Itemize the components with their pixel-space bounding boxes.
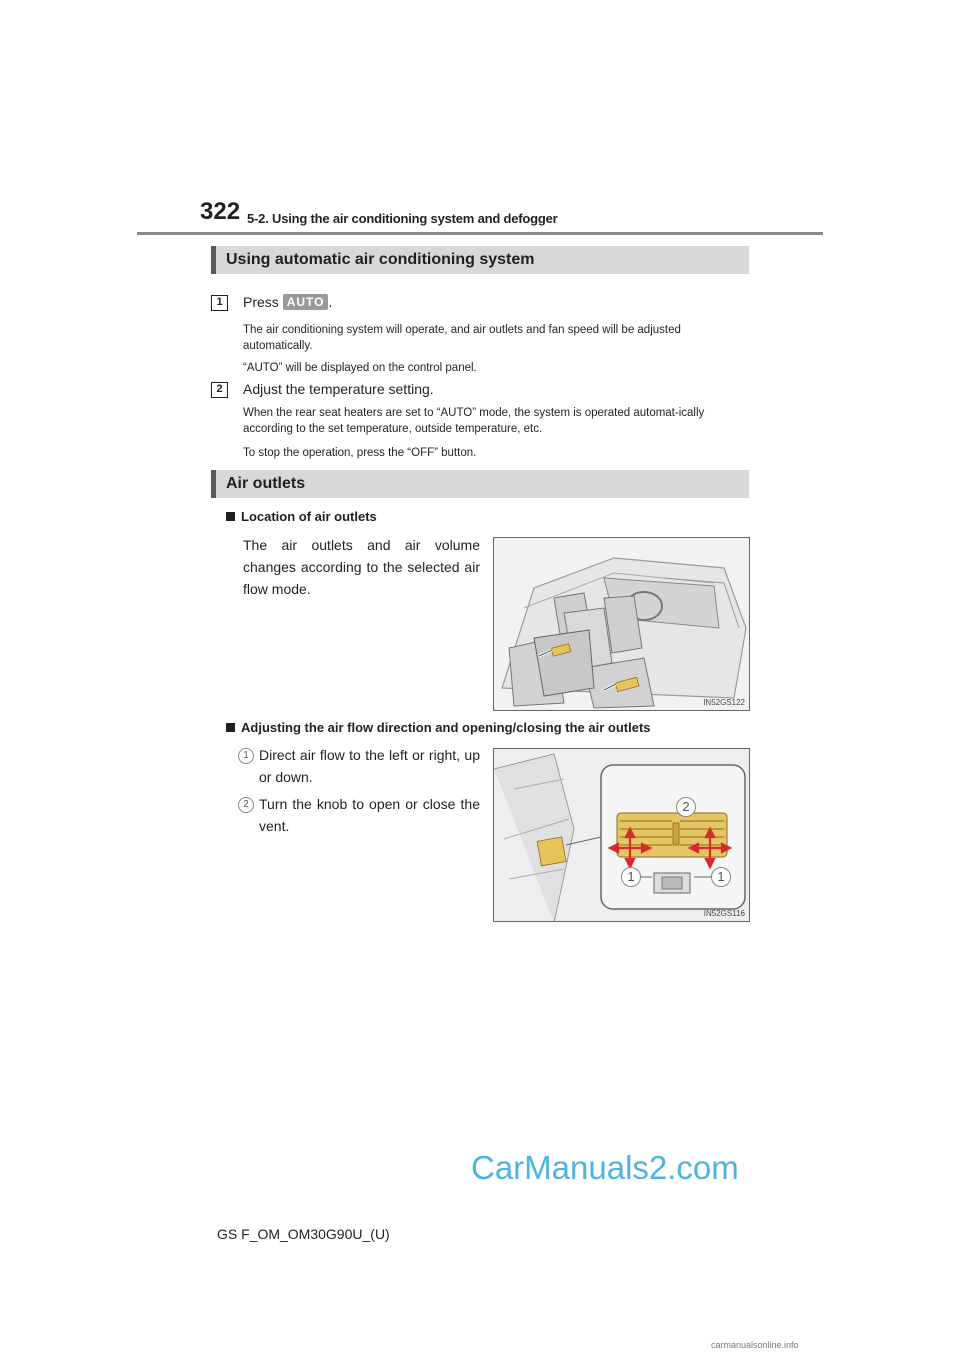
footer-doc-code: GS F_OM_OM30G90U_(U) — [217, 1226, 390, 1242]
section-heading-auto-ac — [211, 246, 749, 274]
step-2-note-1: When the rear seat heaters are set to “AUTO” mode, the system is operated automat-ically according to the set temperature, outside temperature, etc. — [243, 407, 705, 435]
square-bullet-icon — [226, 723, 235, 732]
item-2-text: Turn the knob to open or close the vent. — [259, 796, 480, 834]
header-rule — [137, 232, 823, 235]
callout-2-badge: 2 — [676, 797, 696, 817]
figure-code-label: IN52GS122 — [703, 698, 745, 707]
step-1-suffix: . — [328, 294, 333, 310]
step-2-badge: 2 — [211, 382, 228, 398]
item-2-number-badge: 2 — [238, 797, 254, 813]
subheading-adjusting — [226, 720, 651, 735]
chapter-title: 5-2. Using the air conditioning system and defogger — [247, 211, 558, 226]
step-1-prefix: Press — [243, 294, 279, 310]
callout-1-right-badge: 1 — [711, 867, 731, 887]
figure-vent-adjust — [493, 748, 750, 922]
section-heading-text: Air outlets — [226, 475, 306, 492]
section-heading-text: Using automatic air conditioning system — [226, 251, 535, 268]
step-1-text — [243, 294, 332, 310]
page-number: 322 — [200, 198, 241, 225]
step-2-note-2: To stop the operation, press the “OFF” button. — [243, 447, 477, 459]
square-bullet-icon — [226, 512, 235, 521]
subheading-location — [226, 509, 377, 524]
subheading-location-text: Location of air outlets — [241, 509, 377, 524]
section-heading-air-outlets — [211, 470, 749, 498]
location-description: The air outlets and air volume changes according to the selected air flow mode. — [243, 537, 480, 597]
step-1-note-1: The air conditioning system will operate, and air outlets and fan speed will be adjusted automatically. — [243, 324, 681, 352]
figure-code-label: IN52GS116 — [703, 909, 745, 918]
step-1-badge: 1 — [211, 295, 228, 311]
watermark-carmanuals2: CarManuals2.com — [471, 1149, 739, 1186]
cabin-illustration-icon — [494, 538, 750, 711]
callout-1-left-badge: 1 — [621, 867, 641, 887]
item-1-number-badge: 1 — [238, 748, 254, 764]
figure-cabin-outlets — [493, 537, 750, 711]
subheading-adjusting-text: Adjusting the air flow direction and opening/closing the air outlets — [241, 720, 651, 735]
step-2-text: Adjust the temperature setting. — [243, 381, 434, 397]
vent-illustration-icon — [494, 749, 750, 922]
watermark-carmanualsonline: carmanualsonline.info — [711, 1340, 799, 1350]
item-1-text: Direct air flow to the left or right, up or down. — [259, 747, 480, 785]
step-1-note-2: “AUTO” will be displayed on the control panel. — [243, 362, 477, 374]
auto-button-icon: AUTO — [283, 294, 329, 310]
